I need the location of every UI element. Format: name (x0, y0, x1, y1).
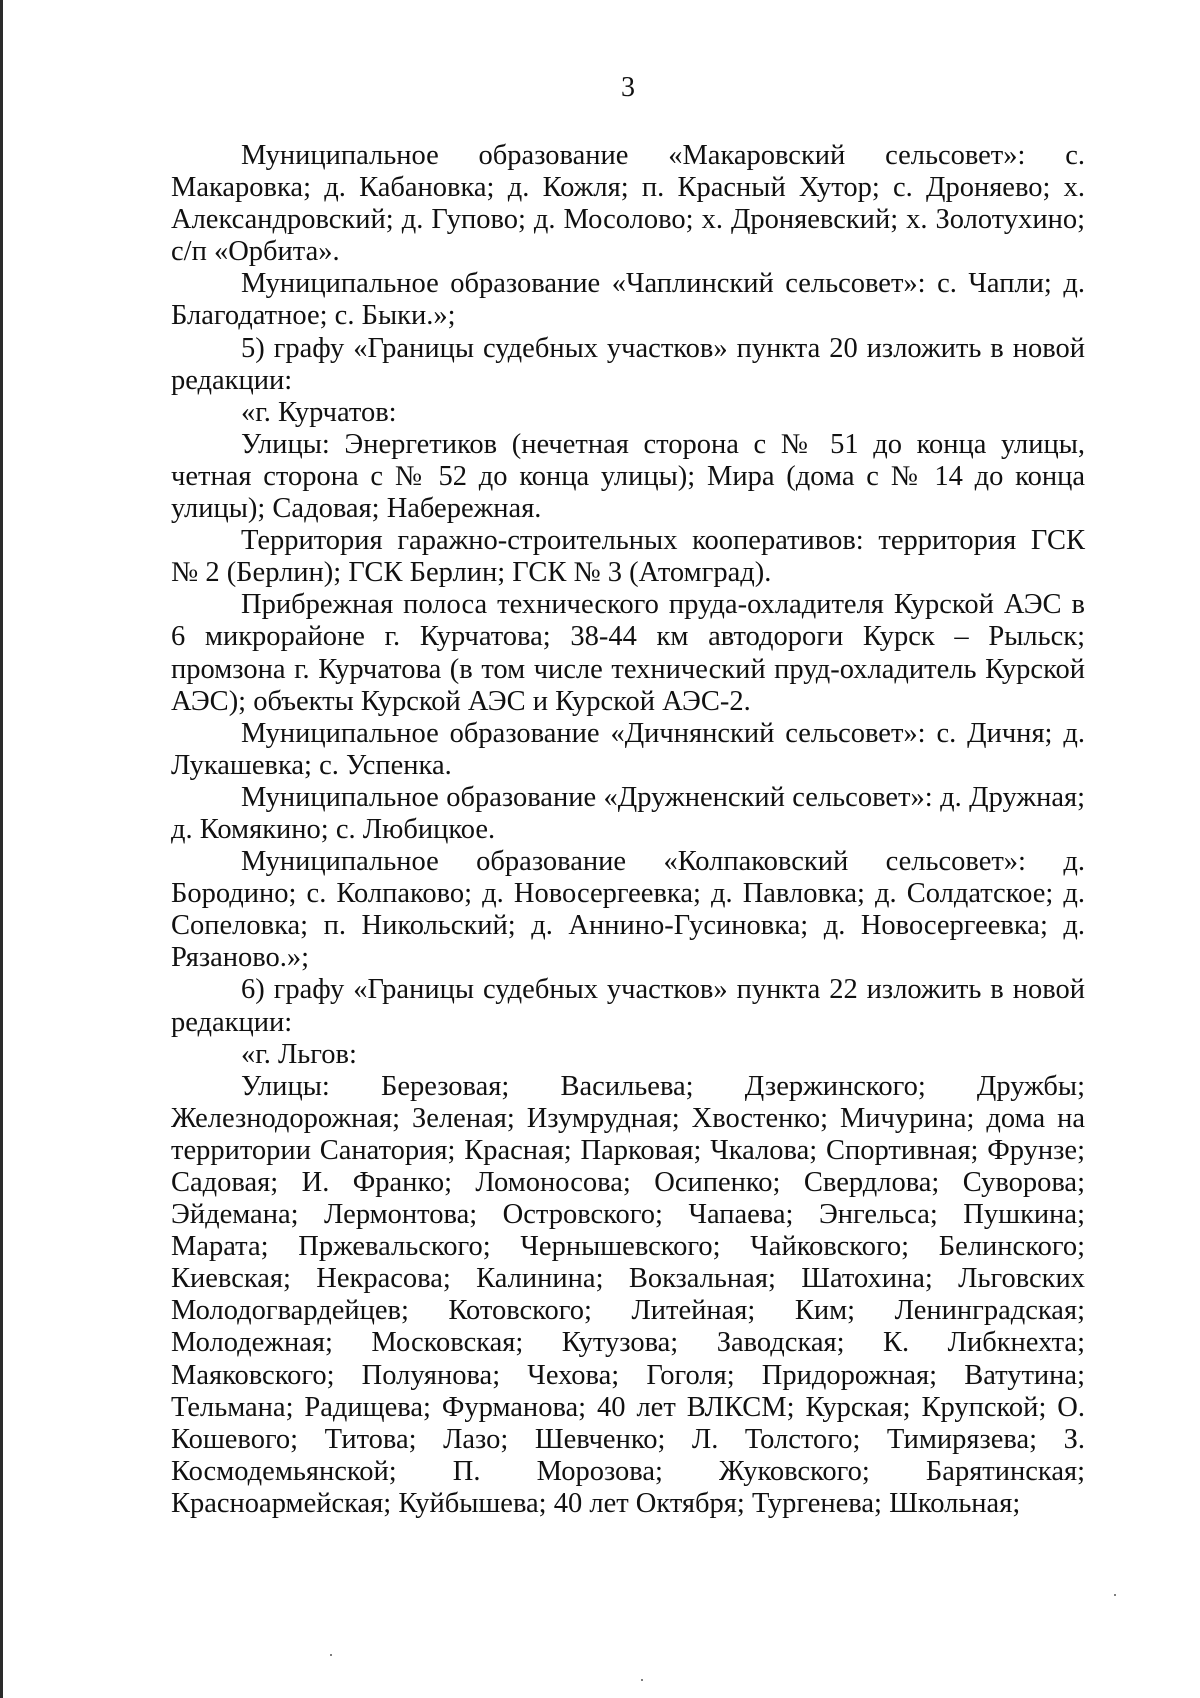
paragraph-makarovsky: Муниципальное образование «Макаровский сельсовет»: с. Макаровка; д. Кабановка; д. Кожля; п. Красный Хутор; с. Дроняево; х. Александровский; д. Гупово; д. Мосолово; х. Дроняевский; х. Золотухино; с/п «Орбита». (171, 140, 1085, 268)
paragraph-lgov-streets: Улицы: Березовая; Васильева; Дзержинского; Дружбы; Железнодорожная; Зеленая; Изумрудная; Хвостенко; Мичурина; дома на территории Санатория; Красная; Парковая; Чкалова; Спортивная; Фрунзе; Садовая; И. Франко; Ломоносова; Осипенко; Свердлова; Суворова; Эйдемана; Лермонтова; Островского; Чапаева; Энгельса; Пушкина; Марата; Пржевальского; Чернышевского; Чайковского; Белинского; Киевская; Некрасова; Калинина; Вокзальная; Шатохина; Льговских Молодогвардейцев; Котовского; Литейная; Ким; Ленинградская; Молодежная; Московская; Кутузова; Заводская; К. Либкнехта; Маяковского; Полуянова; Чехова; Гоголя; Придорожная; Ватутина; Тельмана; Радищева; Фурманова; 40 лет ВЛКСМ; Курская; Крупской; О. Кошевого; Титова; Лазо; Шевченко; Л. Толстого; Тимирязева; З. Космодемьянской; П. Морозова; Жуковского; Барятинская; Красноармейская; Куйбышева; 40 лет Октября; Тургенева; Школьная; (171, 1070, 1085, 1519)
page-number: 3 (621, 72, 635, 103)
paragraph-garage-cooperatives: Территория гаражно-строительных кооперативов: территория ГСК № 2 (Берлин); ГСК Берлин; ГСК № 3 (Атомград). (171, 525, 1085, 589)
paragraph-kurchatov-streets: Улицы: Энергетиков (нечетная сторона с № 51 до конца улицы, четная сторона с № 52 до конца улицы); Мира (дома с № 14 до конца улицы); Садовая; Набережная. (171, 428, 1085, 525)
paragraph-chaplinsky: Муниципальное образование «Чаплинский сельсовет»: с. Чапли; д. Благодатное; с. Быки.»; (171, 268, 1085, 332)
scan-speck (641, 1679, 643, 1681)
paragraph-kurchatov-heading: «г. Курчатов: (241, 396, 397, 428)
scan-speck (1114, 1594, 1116, 1596)
scan-left-edge (0, 0, 3, 1698)
scan-speck (330, 1654, 332, 1656)
document-body (171, 140, 1085, 1520)
paragraph-item-5-intro: 5) графу «Границы судебных участков» пункта 20 изложить в новой редакции: (171, 332, 1085, 396)
paragraph-lgov-heading: «г. Льгов: (241, 1038, 357, 1070)
paragraph-dichnyansky: Муниципальное образование «Дичнянский сельсовет»: с. Дичня; д. Лукашевка; с. Успенка. (171, 717, 1085, 781)
paragraph-coastal-strip: Прибрежная полоса технического пруда-охладителя Курской АЭС в 6 микрорайоне г. Курчатова; 38-44 км автодороги Курск – Рыльск; промзона г. Курчатова (в том числе технический пруд-охладитель Курской АЭС); объекты Курской АЭС и Курской АЭС-2. (171, 589, 1085, 717)
paragraph-kolpakovsky: Муниципальное образование «Колпаковский сельсовет»: д. Бородино; с. Колпаково; д. Новосергеевка; д. Павловка; д. Солдатское; д. Сопеловка; п. Никольский; д. Аннино-Гусиновка; д. Новосергеевка; д. Рязаново.»; (171, 846, 1085, 974)
paragraph-druzhnensky: Муниципальное образование «Дружненский сельсовет»: д. Дружная; д. Комякино; с. Любицкое. (171, 781, 1085, 845)
paragraph-item-6-intro: 6) графу «Границы судебных участков» пункта 22 изложить в новой редакции: (171, 974, 1085, 1038)
